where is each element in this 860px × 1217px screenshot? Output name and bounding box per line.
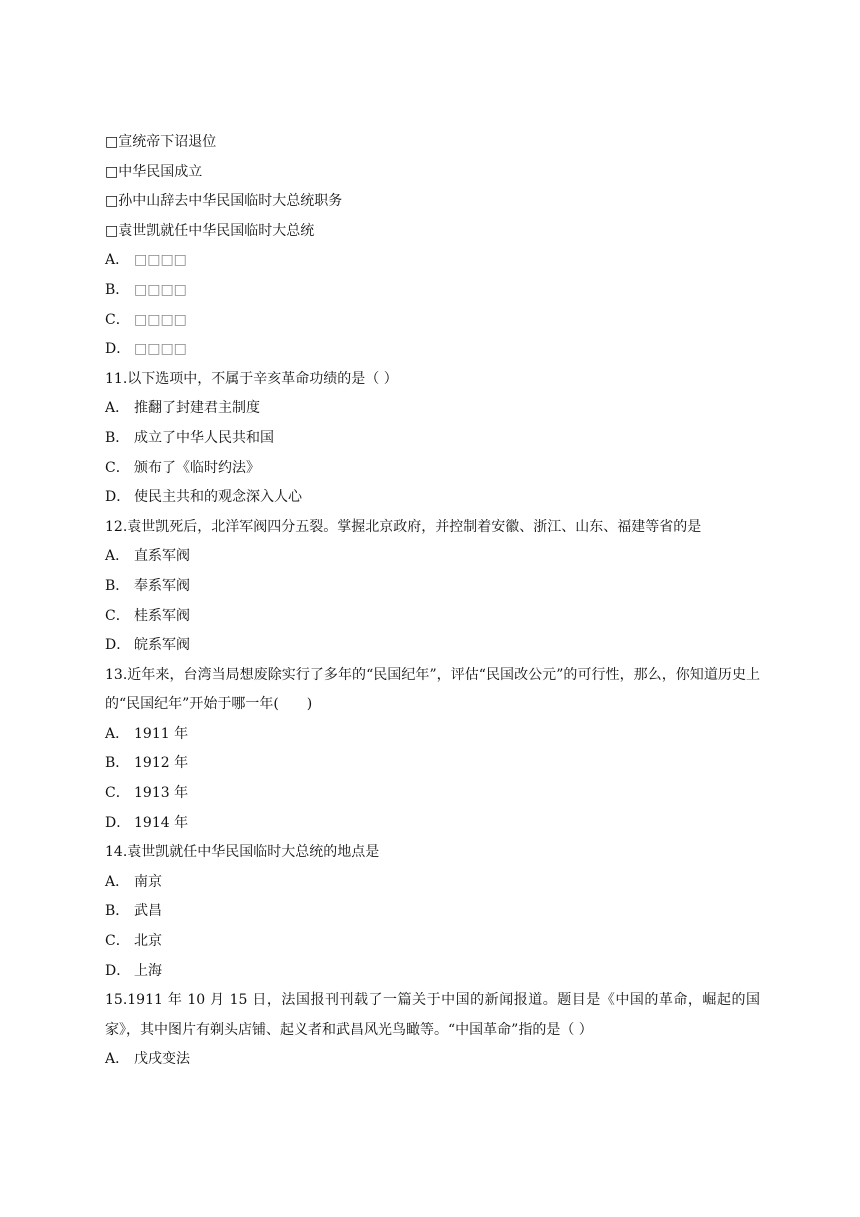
option-text: 南京 — [134, 873, 162, 890]
option-text: 颁布了《临时约法》 — [134, 459, 260, 476]
option-text: 推翻了封建君主制度 — [134, 400, 260, 417]
option-letter: C． — [105, 607, 130, 624]
answer-option — [105, 927, 760, 957]
option-text: 戊戌变法 — [134, 1051, 190, 1068]
option-letter: C． — [105, 933, 130, 950]
question-line: □中华民国成立 — [105, 163, 203, 180]
question-paragraph: 13.近年来，台湾当局想废除实行了多年的“民国纪年”，评估“民国改公元”的可行性，那么，你知道历史上的“民国纪年”开始于哪一年( ) — [105, 666, 760, 713]
option-text: 上海 — [134, 962, 162, 979]
option-text: 1914 年 — [134, 814, 189, 831]
answer-option — [105, 394, 760, 424]
answer-option — [105, 1045, 760, 1075]
option-letter: D． — [105, 962, 131, 979]
option-text: 皖系军阀 — [134, 637, 190, 654]
answer-option — [105, 631, 760, 661]
answer-option — [105, 779, 760, 809]
option-text: 使民主共和的观念深入人心 — [134, 489, 302, 506]
option-letter: C． — [105, 311, 130, 328]
question-line: □孙中山辞去中华民国临时大总统职务 — [105, 193, 343, 210]
option-letter: D． — [105, 814, 131, 831]
option-text: 奉系军阀 — [134, 577, 190, 594]
option-letter: A． — [105, 548, 130, 565]
option-letter: A． — [105, 252, 130, 269]
answer-option — [105, 542, 760, 572]
answer-option — [105, 720, 760, 750]
answer-option — [105, 424, 760, 454]
answer-option — [105, 454, 760, 484]
answer-option — [105, 483, 760, 513]
option-text: 1913 年 — [134, 785, 189, 802]
option-letter: B． — [105, 903, 130, 920]
answer-option — [105, 749, 760, 779]
option-letter: A． — [105, 1051, 130, 1068]
question-line: □袁世凯就任中华民国临时大总统 — [105, 222, 315, 239]
option-letter: D． — [105, 489, 131, 506]
option-letter: D． — [105, 637, 131, 654]
option-letter: A． — [105, 400, 130, 417]
option-text: □□□□ — [134, 311, 187, 328]
answer-option — [105, 306, 760, 336]
option-letter: A． — [105, 725, 130, 742]
question-content — [105, 128, 760, 1075]
answer-option — [105, 868, 760, 898]
question-paragraph: 15.1911 年 10 月 15 日，法国报刊刊载了一篇关于中国的新闻报道。题目是《中国的革命，崛起的国家》，其中图片有剃头店铺、起义者和武昌风光鸟瞰等。“中国革命”指的是（ ） — [105, 992, 760, 1038]
option-text: 1912 年 — [134, 755, 189, 772]
answer-option — [105, 809, 760, 839]
option-letter: C． — [105, 459, 130, 476]
option-letter: B． — [105, 577, 130, 594]
answer-option — [105, 335, 760, 365]
option-text: 北京 — [134, 933, 162, 950]
option-text: 直系军阀 — [134, 548, 190, 565]
option-text: □□□□ — [134, 281, 187, 298]
option-text: 桂系军阀 — [134, 607, 190, 624]
option-text: 成立了中华人民共和国 — [134, 429, 274, 446]
option-text: □□□□ — [134, 252, 187, 269]
option-letter: D． — [105, 341, 131, 358]
option-letter: B． — [105, 755, 130, 772]
answer-option — [105, 572, 760, 602]
answer-option — [105, 957, 760, 987]
option-text: 武昌 — [134, 903, 162, 920]
answer-option — [105, 897, 760, 927]
question-line: 11.以下选项中，不属于辛亥革命功绩的是（ ） — [105, 370, 398, 387]
question-line: □宣统帝下诏退位 — [105, 134, 217, 150]
option-letter: C． — [105, 785, 130, 802]
answer-option — [105, 602, 760, 632]
option-letter: A． — [105, 873, 130, 890]
question-line: 12.袁世凯死后，北洋军阀四分五裂。掌握北京政府，并控制着安徽、浙江、山东、福建等省的是 — [105, 518, 702, 535]
option-text: □□□□ — [134, 341, 187, 358]
option-text: 1911 年 — [134, 725, 189, 742]
answer-option — [105, 276, 760, 306]
option-letter: B． — [105, 281, 130, 298]
question-line: 14.袁世凯就任中华民国临时大总统的地点是 — [105, 844, 380, 861]
answer-option — [105, 246, 760, 276]
option-letter: B． — [105, 429, 130, 446]
